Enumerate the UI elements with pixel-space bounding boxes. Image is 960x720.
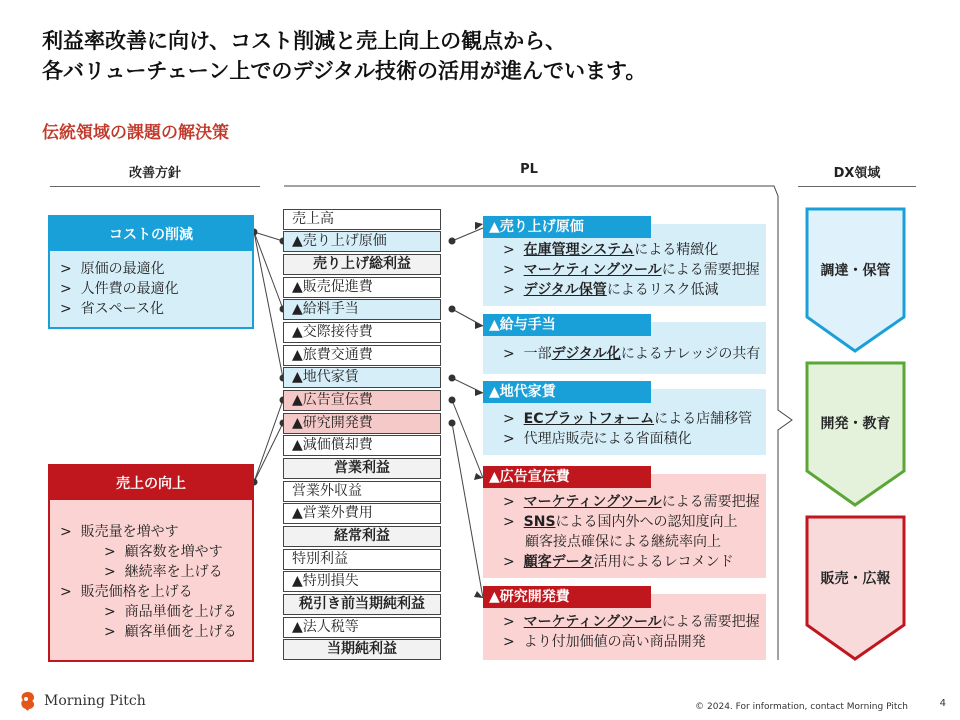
list-item: > 代理店販売による省面積化 [503, 431, 692, 447]
dx-chevron-sales [807, 517, 904, 659]
column-header-policy: 改善方針 [128, 166, 181, 181]
pl-row: ▲法人税等 [283, 617, 441, 638]
detail-box-rent [483, 384, 766, 455]
footer-copyright: © 2024. For information, contact Morning Pitch [695, 702, 908, 712]
list-item: > デジタル保管によるリスク低減 [503, 282, 719, 298]
list-item: 顧客接点確保による継続率向上 [525, 534, 721, 550]
list-item: > 原価の最適化 [60, 261, 165, 277]
list-item: > 省スペース化 [60, 301, 164, 317]
pl-row: ▲交際接待費 [283, 322, 441, 343]
list-item: > 顧客単価を上げる [104, 624, 237, 640]
dx-chevron-procurement [807, 209, 904, 351]
list-item: > 商品単価を上げる [104, 604, 237, 620]
pl-row: 税引き前当期純利益 [283, 594, 441, 615]
pl-row: 売り上げ総利益 [283, 254, 441, 275]
policy-box-sales [48, 464, 254, 662]
company-logo [18, 690, 146, 712]
list-item: > SNSによる国内外への認知度向上 [503, 514, 738, 530]
policy-box-cost [48, 215, 254, 329]
list-item: > 販売量を増やす [60, 524, 179, 540]
list-item: > ECプラットフォームによる店舗移管 [503, 411, 753, 427]
pl-row: ▲売り上げ原価 [283, 231, 441, 252]
detail-box-rnd [483, 589, 766, 660]
pl-row: ▲営業外費用 [283, 503, 441, 524]
detail-title: ▲売り上げ原価 [483, 216, 651, 238]
pl-row: ▲減価償却費 [283, 435, 441, 456]
policy-title-cost: コストの削減 [50, 217, 252, 251]
logo-text: Morning Pitch [44, 693, 146, 709]
policy-items-cost [50, 251, 252, 327]
detail-title: ▲給与手当 [483, 314, 651, 336]
detail-box-advertising [483, 469, 766, 578]
dx-label-development: 開発・教育 [820, 416, 891, 432]
detail-title: ▲研究開発費 [483, 586, 651, 608]
pl-row: ▲研究開発費 [283, 413, 441, 434]
list-item: > より付加価値の高い商品開発 [503, 634, 706, 650]
title-line-1: 利益率改善に向け、コスト削減と売上向上の観点から、 [42, 29, 567, 53]
page-number: 4 [939, 698, 946, 709]
title-line-2: 各バリューチェーン上でのデジタル技術の活用が進んでいます。 [42, 59, 647, 83]
list-item: > マーケティングツールによる需要把握 [503, 262, 760, 278]
pl-row: ▲広告宣伝費 [283, 390, 441, 411]
dx-chevron-development [807, 363, 904, 505]
pl-row: ▲旅費交通費 [283, 345, 441, 366]
list-item: > マーケティングツールによる需要把握 [503, 494, 760, 510]
detail-box-salaries [483, 317, 766, 374]
pl-row: 特別利益 [283, 549, 441, 570]
list-item: > マーケティングツールによる需要把握 [503, 614, 760, 630]
logo-mark-icon [18, 690, 38, 712]
detail-title: ▲地代家賃 [483, 381, 651, 403]
pl-row: 営業外収益 [283, 481, 441, 502]
pl-row: ▲地代家賃 [283, 367, 441, 388]
dx-label-sales: 販売・広報 [820, 571, 891, 587]
pl-row: ▲給料手当 [283, 299, 441, 320]
list-item: > 顧客データ活用によるレコメンド [503, 554, 734, 570]
pl-row: 営業利益 [283, 458, 441, 479]
list-item: > 一部デジタル化によるナレッジの共有 [503, 346, 761, 362]
detail-lines [483, 474, 766, 572]
pl-row: 売上高 [283, 209, 441, 230]
detail-title: ▲広告宣伝費 [483, 466, 651, 488]
policy-items-sales [50, 500, 252, 650]
list-item: > 人件費の最適化 [60, 281, 179, 297]
pl-row: 経常利益 [283, 526, 441, 547]
list-item: > 在庫管理システムによる精緻化 [503, 242, 719, 258]
pl-row: ▲販売促進費 [283, 277, 441, 298]
section-subtitle: 伝統領域の課題の解決策 [42, 123, 229, 143]
detail-box-cost-of-sales [483, 219, 766, 306]
list-item: > 継続率を上げる [104, 564, 223, 580]
pl-row: 当期純利益 [283, 639, 441, 660]
column-header-dx: DX領域 [833, 166, 881, 181]
list-item: > 販売価格を上げる [60, 584, 193, 600]
column-header-pl: PL [520, 162, 538, 177]
list-item: > 顧客数を増やす [104, 544, 223, 560]
policy-title-sales: 売上の向上 [50, 466, 252, 500]
dx-label-procurement: 調達・保管 [820, 263, 891, 279]
pl-row: ▲特別損失 [283, 571, 441, 592]
